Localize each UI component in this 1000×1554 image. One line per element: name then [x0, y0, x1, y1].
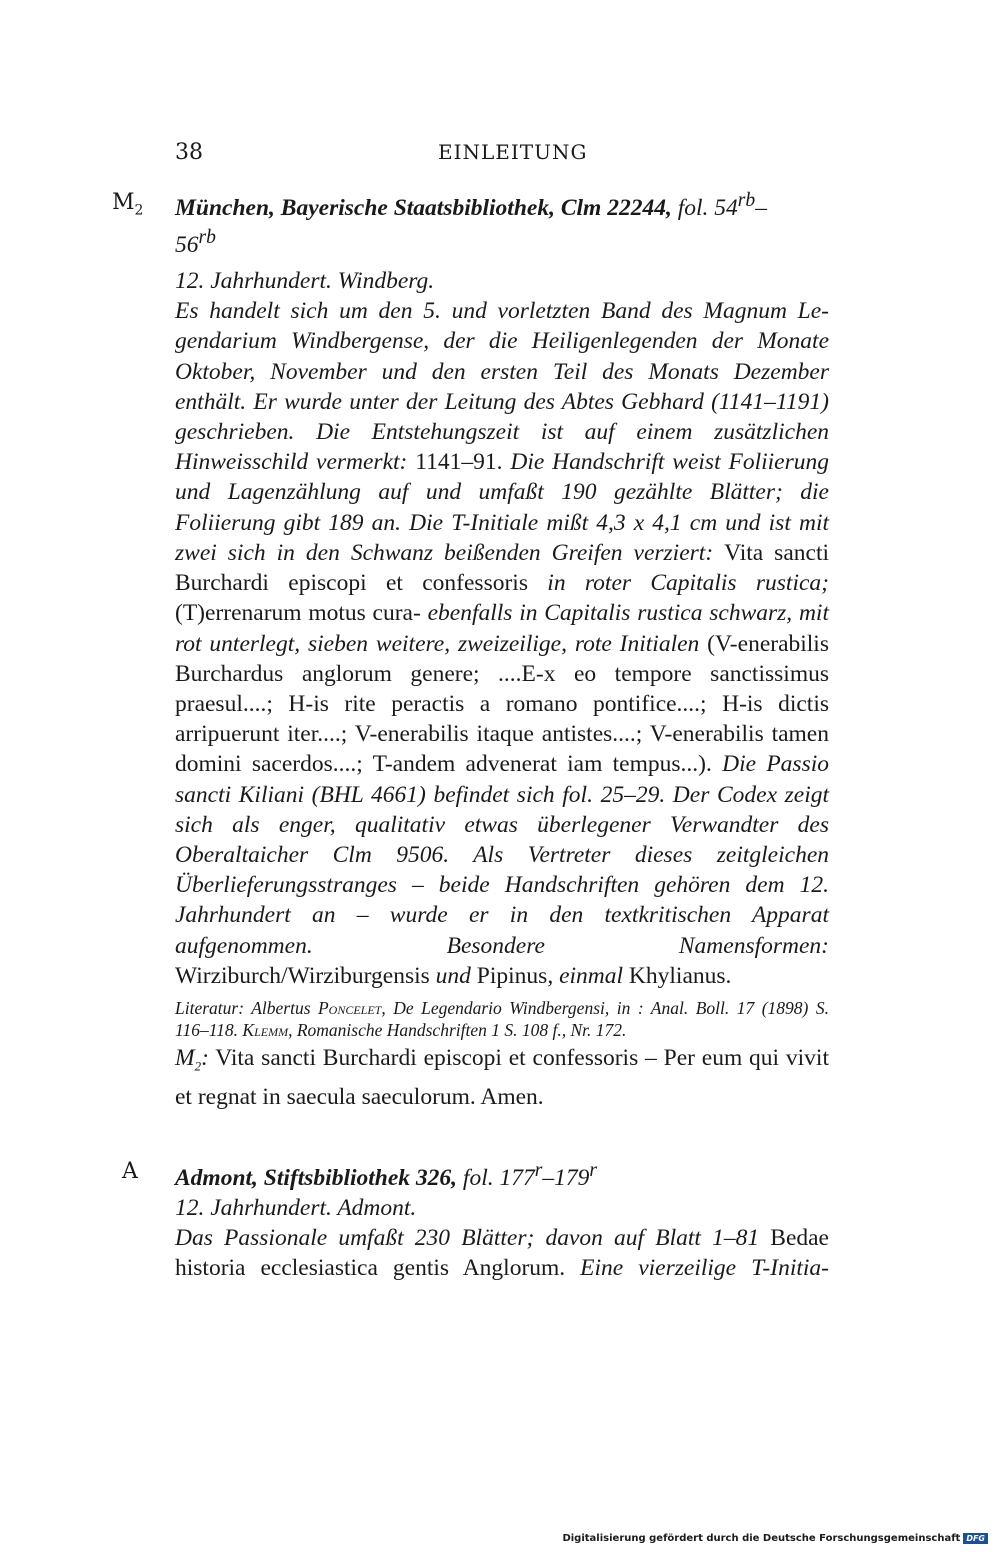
incipit-siglum-sub: 2	[194, 1058, 202, 1074]
lit-label: Literatur: Albertus	[175, 997, 318, 1018]
entry-m2-folio-sup-2: rb	[198, 227, 216, 249]
entry-m2-description	[175, 296, 829, 991]
dfg-footer	[562, 1533, 988, 1544]
entry-a-desc-part-1: Das Passionale umfaßt 230 Blätter; davon auf Blatt 1–81	[175, 1225, 760, 1252]
entry-m2	[175, 186, 829, 1112]
desc-date-roman: 1141–91.	[415, 449, 503, 476]
lit-end: , Romanische Handschriften 1 S. 108 f., Nr. 172.	[288, 1019, 627, 1040]
entry-a	[175, 1156, 829, 1284]
siglum-m2-sub: 2	[134, 202, 144, 219]
entry-a-title	[175, 1156, 829, 1193]
siglum-a: A	[122, 1159, 138, 1184]
desc-name-3: Khylianus.	[628, 962, 732, 989]
entry-m2-folio-sup-1: rb	[737, 190, 756, 211]
desc-part-1: Es handelt sich um den 5. und vorletzten Band des Magnum Legendarium Windbergense, der die Heiligenlegenden der Monate Oktober, November und den ersten Teil des Monats Dezember enthält. Er wurde unter der Leitung des Abtes Gebhard (1141–1191) geschrieben. Die Entstehungszeit ist auf einem zusätzlichen Hinweisschild vermerkt:	[175, 298, 829, 476]
entry-m2-literature	[175, 997, 829, 1041]
desc-einmal: einmal	[553, 962, 629, 989]
entry-m2-folio-dash: –	[755, 194, 767, 221]
entry-a-folio-sup-1: r	[534, 1160, 543, 1181]
dfg-logo-icon: DFG	[963, 1533, 988, 1544]
desc-initials: (V-enerabilis Burchardus anglorum genere; ....E-x eo tempore sanctissimus praesul....; H-is rite peractis a romano pontifice....; H-is dictis arripuerunt iter....; V-enerabilis itaque antistes....; V-enerabilis tamen domini sacerdos....; T-andem advenerat iam tempus...).	[175, 630, 829, 778]
desc-terrenarum: (T)errenarum motus cura-	[175, 600, 421, 627]
entry-m2-title	[175, 186, 829, 260]
entry-a-folio-start: fol. 177	[457, 1164, 535, 1191]
incipit-siglum-base: M	[175, 1044, 195, 1071]
entry-a-description	[175, 1223, 829, 1283]
desc-name-1: Wirziburch/Wirziburgensis	[175, 962, 430, 989]
entry-m2-date: 12. Jahrhundert. Windberg.	[175, 268, 435, 295]
incipit-colon: :	[201, 1044, 209, 1071]
desc-passio: Die Passio sancti Kiliani (BHL 4661) befindet sich fol. 25–29. Der Codex zeigt sich als enger, qualitativ etwas überlegener Verwandter des Oberaltaicher Clm 9506. Als Vertreter dieses zeitgleichen Überlieferungsstranges – beide Handschriften gehören dem 12. Jahrhundert an – wurde er in den textkritischen Apparat aufgenommen. Besondere Namensformen:	[175, 751, 829, 959]
entry-m2-folio-start: fol. 54	[671, 194, 738, 221]
entry-a-title-text: Admont, Stiftsbibliothek 326,	[175, 1164, 458, 1191]
entry-m2-incipit	[175, 1043, 829, 1112]
desc-vita-title: Vita sancti Burchardi episcopi et confessoris	[175, 539, 829, 597]
lit-poncelet: Poncelet	[317, 997, 382, 1018]
lit-klemm: Klemm	[242, 1019, 289, 1040]
page-number: 38	[175, 140, 203, 165]
running-head: EINLEITUNG	[438, 140, 588, 164]
footer-text: Digitalisierung gefördert durch die Deutsche Forschungsgemeinschaft	[562, 1533, 961, 1544]
entry-a-folio-dash: –179	[542, 1164, 590, 1191]
entry-m2-folio-end: 56	[175, 231, 199, 258]
desc-und: und	[429, 962, 477, 989]
siglum-m2	[112, 190, 143, 218]
desc-roter: in roter Capitalis rustica;	[527, 570, 829, 597]
entry-a-folio-sup-2: r	[589, 1160, 597, 1181]
incipit-text: Vita sancti Burchardi episcopi et confessoris – Per eum qui vivit et regnat in saecula saeculorum. Amen.	[175, 1044, 829, 1110]
entry-a-date: 12. Jahrhundert. Admont.	[175, 1195, 417, 1222]
lit-mid: , De Legendario Windbergensi, in : Anal. Boll. 17 (1898) S. 116–118.	[175, 997, 829, 1040]
siglum-m2-base: M	[112, 190, 135, 215]
desc-part-2: Die Handschrift weist Foliierung und Lagenzählung auf und umfaßt 190 gezählte Blätter; die Foliierung gibt 189 an. Die T-Initiale mißt 4,3 x 4,1 cm und ist mit zwei sich in den Schwanz beißenden Greifen verziert:	[175, 449, 829, 566]
entry-a-folio	[457, 1160, 597, 1191]
incipit-siglum	[175, 1044, 209, 1074]
entry-a-bedae: Bedae historia ecclesiastica gentis Anglorum.	[175, 1225, 829, 1282]
desc-name-2: Pipinus,	[476, 962, 554, 989]
desc-ebenfalls: ebenfalls in Capitalis rustica schwarz, mit rot unterlegt, sieben weitere, zweizeilige, rote Initialen	[175, 600, 829, 657]
entry-m2-title-text: München, Bayerische Staatsbibliothek, Clm 22244,	[175, 194, 672, 221]
entry-a-desc-part-2: Eine vierzeilige T-Initia-	[565, 1255, 829, 1282]
